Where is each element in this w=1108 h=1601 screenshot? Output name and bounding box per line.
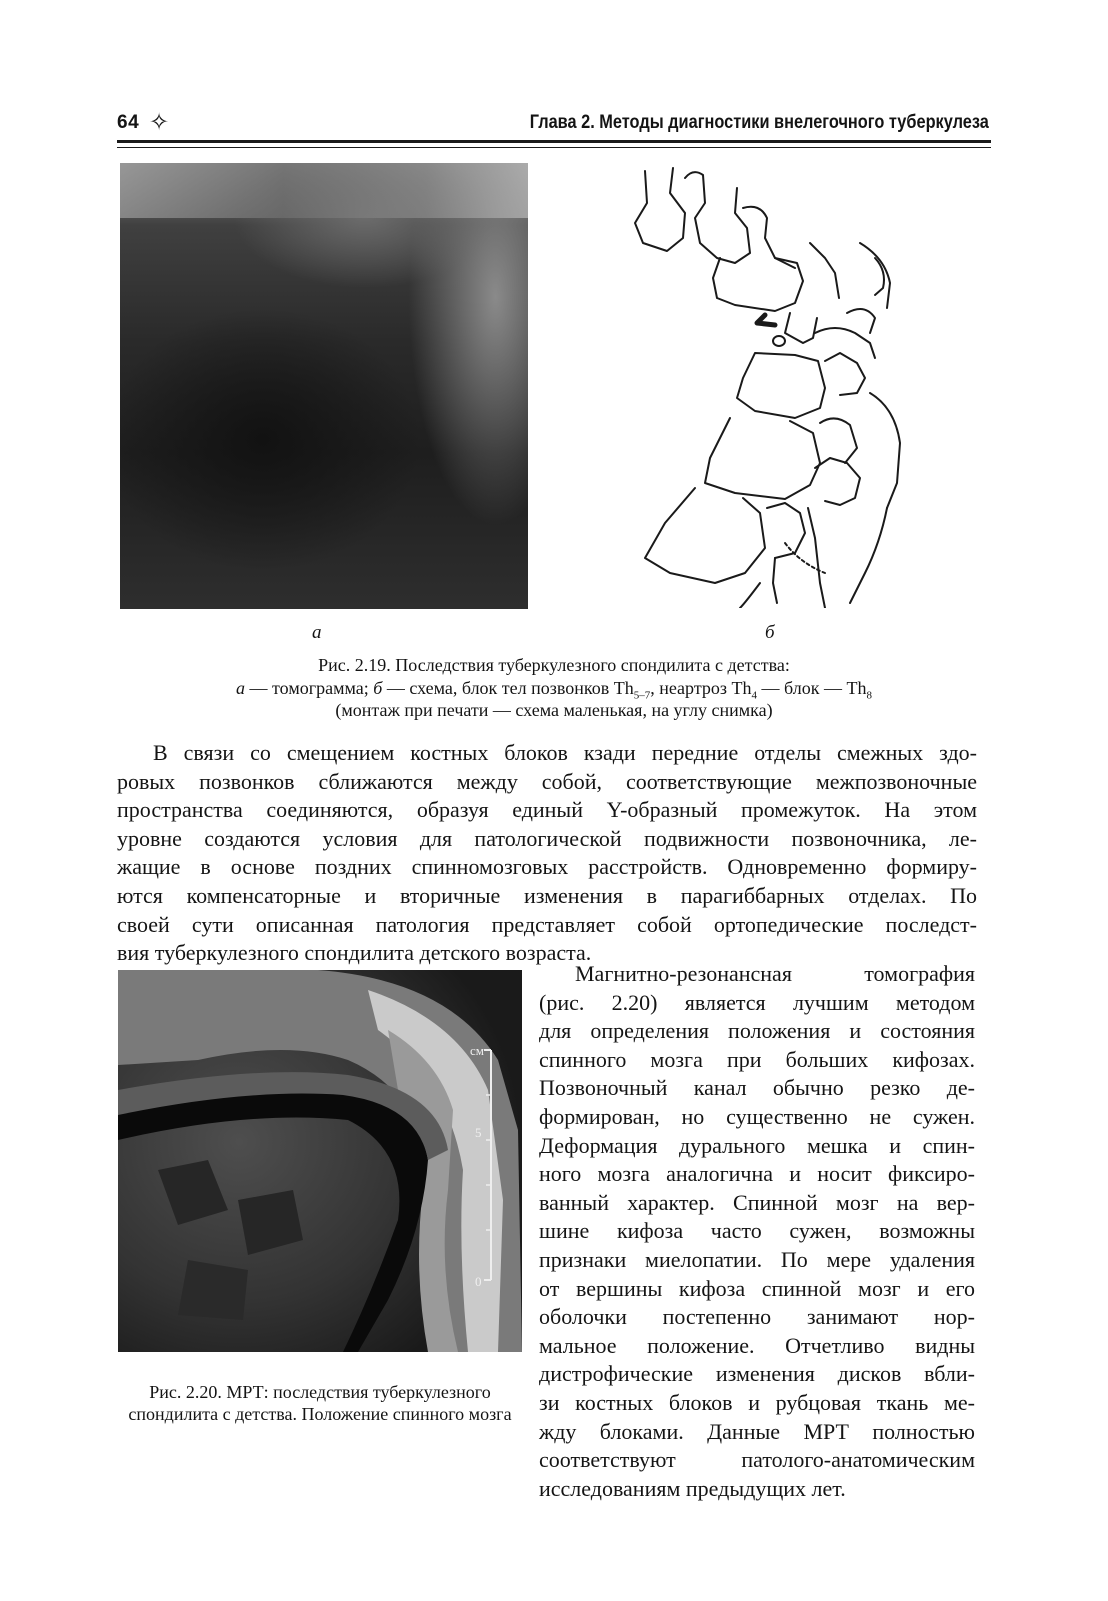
paragraph-line: Магнитно-резонансная томография (575, 961, 975, 986)
paragraph-line: ются компенсаторные и вторичные изменения в парагиббарных отделах. По (117, 882, 977, 908)
paragraph-line: своей сути описанная патология представляет собой ортопедические последст- (117, 911, 977, 937)
tomogram-image (120, 163, 528, 609)
paragraph-line: вия туберкулезного спондилита детского возраста. (117, 940, 592, 966)
body-paragraph-1 (117, 739, 977, 968)
header-rule-thick (117, 140, 991, 143)
paragraph-line: исследованиям предыдущих лет. (539, 1475, 846, 1501)
paragraph-line: признаки миелопатии. По мере удаления (539, 1246, 975, 1272)
paragraph-line: ванный характер. Спинной мозг на вер- (539, 1189, 975, 1215)
paragraph-line: ного мозга аналогична и носит фиксиро- (539, 1161, 975, 1187)
paragraph-line: зи костных блоков и рубцовая ткань ме- (539, 1389, 975, 1415)
caption-letter-a: а (236, 678, 246, 698)
running-head: Глава 2. Методы диагностики внелегочного туберкулеза (529, 112, 989, 133)
paragraph-line: для определения положения и состояния (539, 1018, 975, 1044)
paragraph-line: жду блоками. Данные МРТ полностью (539, 1418, 975, 1444)
paragraph-line: формирован, но существенно не сужен. (539, 1103, 975, 1129)
header-rule-thin (117, 147, 991, 148)
figure-2-19-caption-line2: (монтаж при печати — схема маленькая, на углу снимка) (335, 700, 773, 720)
body-paragraph-2 (539, 960, 975, 1503)
paragraph-line: (рис. 2.20) является лучшим методом (539, 989, 975, 1015)
header-ornament-icon: ✧ (149, 108, 170, 136)
mri-scale-zero: 0 (475, 1274, 482, 1289)
paragraph-line: соответствуют патолого-анатомическим (539, 1447, 975, 1473)
spine-schema-drawing (625, 163, 925, 608)
mri-rendering (118, 970, 522, 1352)
caption-letter-b: б (373, 678, 383, 698)
mri-image (118, 970, 522, 1352)
caption-sub-2: 4 (751, 689, 758, 702)
paragraph-line: спинного мозга при больших кифозах. (539, 1046, 975, 1072)
mri-scale-unit: см (470, 1043, 484, 1058)
figure-2-19-caption-title: Рис. 2.19. Последствия туберкулезного спондилита с детства: (318, 655, 790, 675)
paragraph-line: шине кифоза часто сужен, возможны (539, 1218, 975, 1244)
paragraph-line: жащие в основе поздних спинномозговых расстройств. Одновременно формиру- (117, 854, 977, 880)
mri-scale-mid: 5 (475, 1125, 482, 1140)
figure-label-a: а (312, 622, 322, 643)
caption-sub-1: 5–7 (633, 689, 651, 702)
paragraph-line: мальное положение. Отчетливо видны (539, 1332, 975, 1358)
caption-mid2-text: — блок — Th (757, 678, 867, 698)
paragraph-line: Деформация дурального мешка и спин- (539, 1132, 975, 1158)
paragraph-line: уровне создаются условия для патологической подвижности позвоночника, ле- (117, 825, 977, 851)
paragraph-line: дистрофические изменения дисков вбли- (539, 1361, 975, 1387)
caption-a-text: — томограмма; (245, 678, 374, 698)
paragraph-line: Позвоночный канал обычно резко де- (539, 1075, 975, 1101)
paragraph-line: оболочки постепенно занимают нор- (539, 1304, 975, 1330)
caption-mid-text: , неартроз Th (650, 678, 752, 698)
tomogram-highlight (120, 163, 528, 218)
paragraph-line: от вершины кифоза спинной мозг и его (539, 1275, 975, 1301)
paragraph-line: В связи со смещением костных блоков кзади передние отделы смежных здо- (153, 740, 977, 765)
figure-label-b: б (765, 622, 775, 643)
figure-2-20-caption: Рис. 2.20. МРТ: последствия туберкулезного спондилита с детства. Положение спинного мозга (128, 1382, 512, 1424)
page-number: 64 (117, 112, 140, 133)
caption-b-text: — схема, блок тел позвонков Th (382, 678, 634, 698)
paragraph-line: ровых позвонков сближаются между собой, соответствующие межпозвоночные (117, 768, 977, 794)
caption-sub-3: 8 (866, 689, 872, 702)
paragraph-line: пространства соединяются, образуя единый Y-образный промежуток. На этом (117, 797, 977, 823)
